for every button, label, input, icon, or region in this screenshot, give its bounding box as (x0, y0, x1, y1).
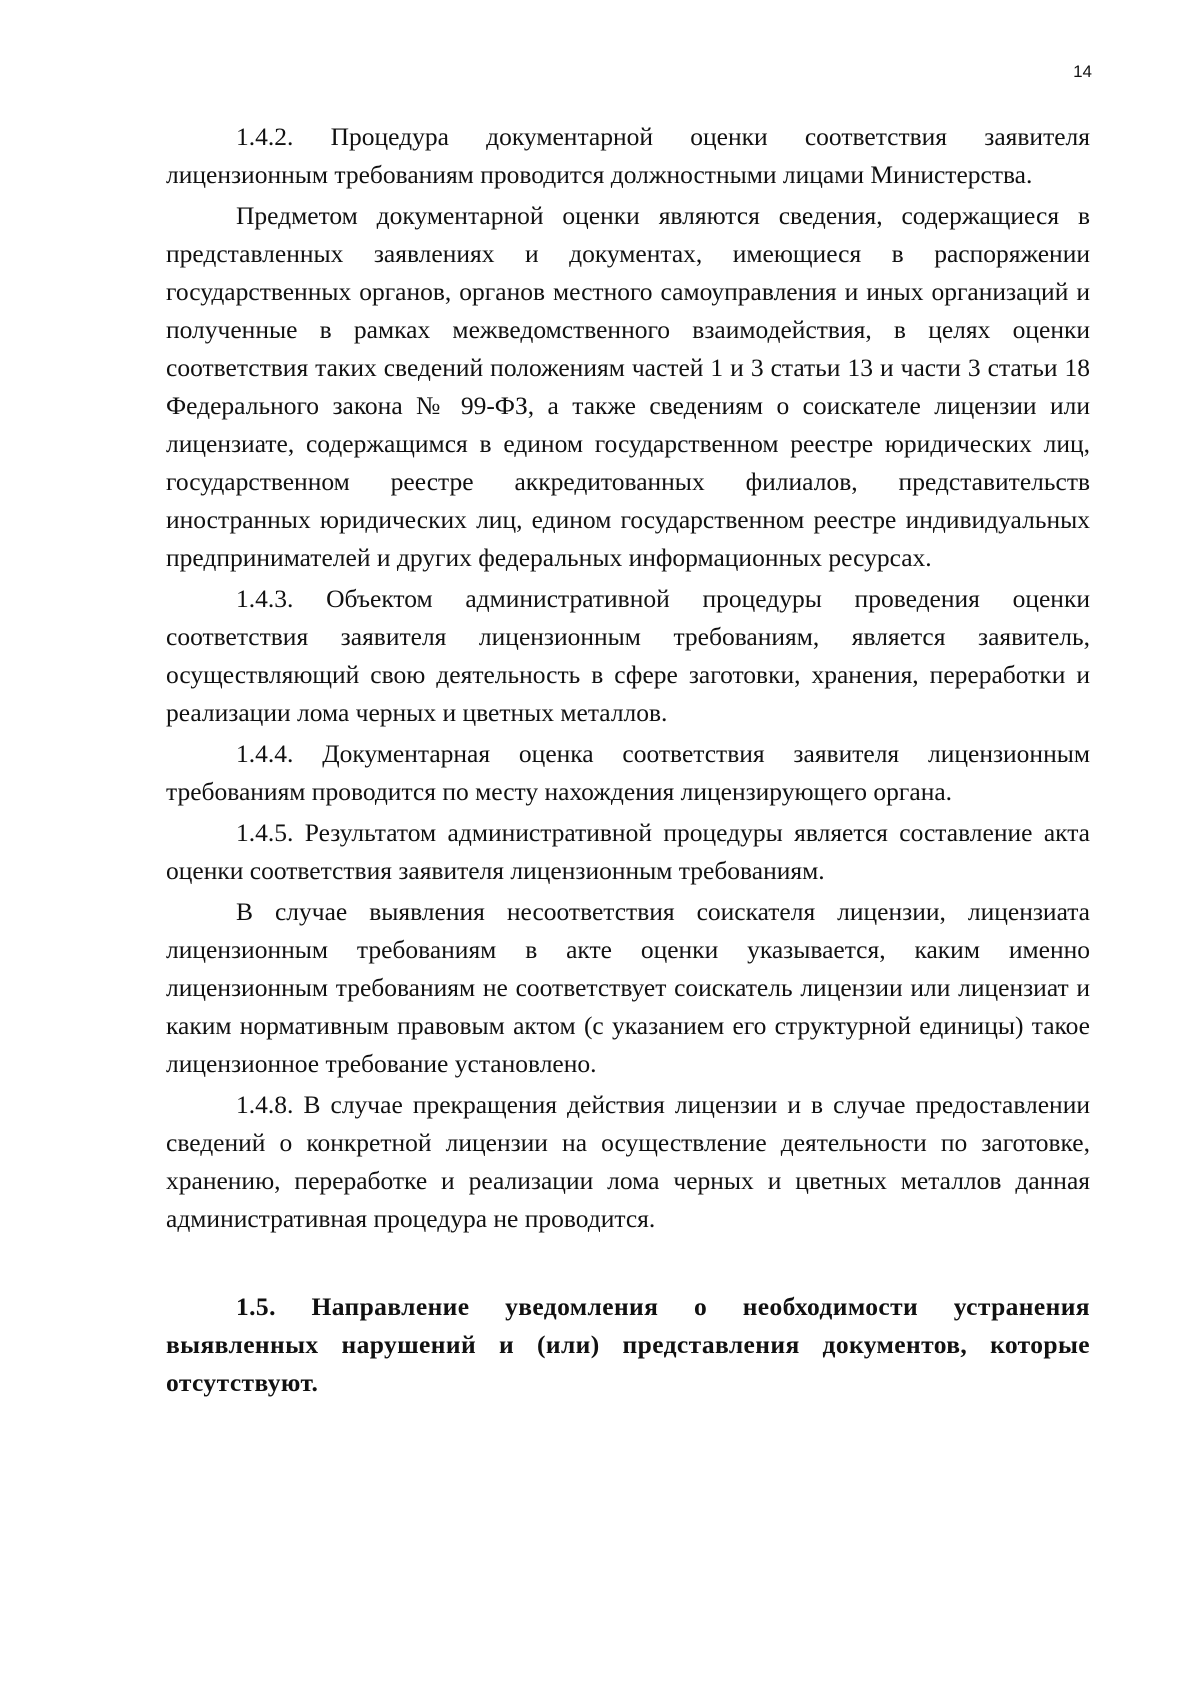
paragraph-1-4-2: 1.4.2. Процедура документарной оценки соответствия заявителя лицензионным требованиям проводится должностными лицами Министерства. (166, 122, 1090, 189)
paragraph-nonconformity-case: В случае выявления несоответствия соискателя лицензии, лицензиата лицензионным требованиям в акте оценки указывается, каким именно лицензионным требованиям не соответствует соискатель лицензии или лицензиат и каким нормативным правовым актом (с указанием его структурной единицы) такое лицензионное требование установлено. (166, 897, 1090, 1078)
paragraph-1-4-8: 1.4.8. В случае прекращения действия лицензии и в случае предоставлении сведений о конкретной лицензии на осуществление деятельности по заготовке, хранению, переработке и реализации лома черных и цветных металлов данная административная процедура не проводится. (166, 1090, 1090, 1233)
paragraph-1-4-3: 1.4.3. Объектом административной процедуры проведения оценки соответствия заявителя лицензионным требованиям, является заявитель, осуществляющий свою деятельность в сфере заготовки, хранения, переработки и реализации лома черных и цветных металлов. (166, 584, 1090, 727)
paragraph-documentary-assessment-subject: Предметом документарной оценки являются сведения, содержащиеся в представленных заявлениях и документах, имеющиеся в распоряжении государственных органов, органов местного самоуправления и иных организаций и полученные в рамках межведомственного взаимодействия, в целях оценки соответствия таких сведений положениям частей 1 и 3 статьи 13 и части 3 статьи 18 Федерального закона № 99-ФЗ, а также сведениям о соискателе лицензии или лицензиате, содержащимся в едином государственном реестре юридических лиц, государственном реестре аккредитованных филиалов, представительств иностранных юридических лиц, едином государственном реестре индивидуальных предпринимателей и других федеральных информационных ресурсах. (166, 201, 1090, 572)
paragraph-1-4-5: 1.4.5. Результатом административной процедуры является составление акта оценки соответствия заявителя лицензионным требованиям. (166, 818, 1090, 885)
document-body (166, 118, 1090, 1405)
section-heading-1-5: 1.5. Направление уведомления о необходимости устранения выявленных нарушений и (или) представления документов, которые отсутствуют. (166, 1292, 1090, 1397)
page-number: 14 (1073, 62, 1092, 81)
paragraph-1-4-4: 1.4.4. Документарная оценка соответствия заявителя лицензионным требованиям проводится по месту нахождения лицензирующего органа. (166, 739, 1090, 806)
